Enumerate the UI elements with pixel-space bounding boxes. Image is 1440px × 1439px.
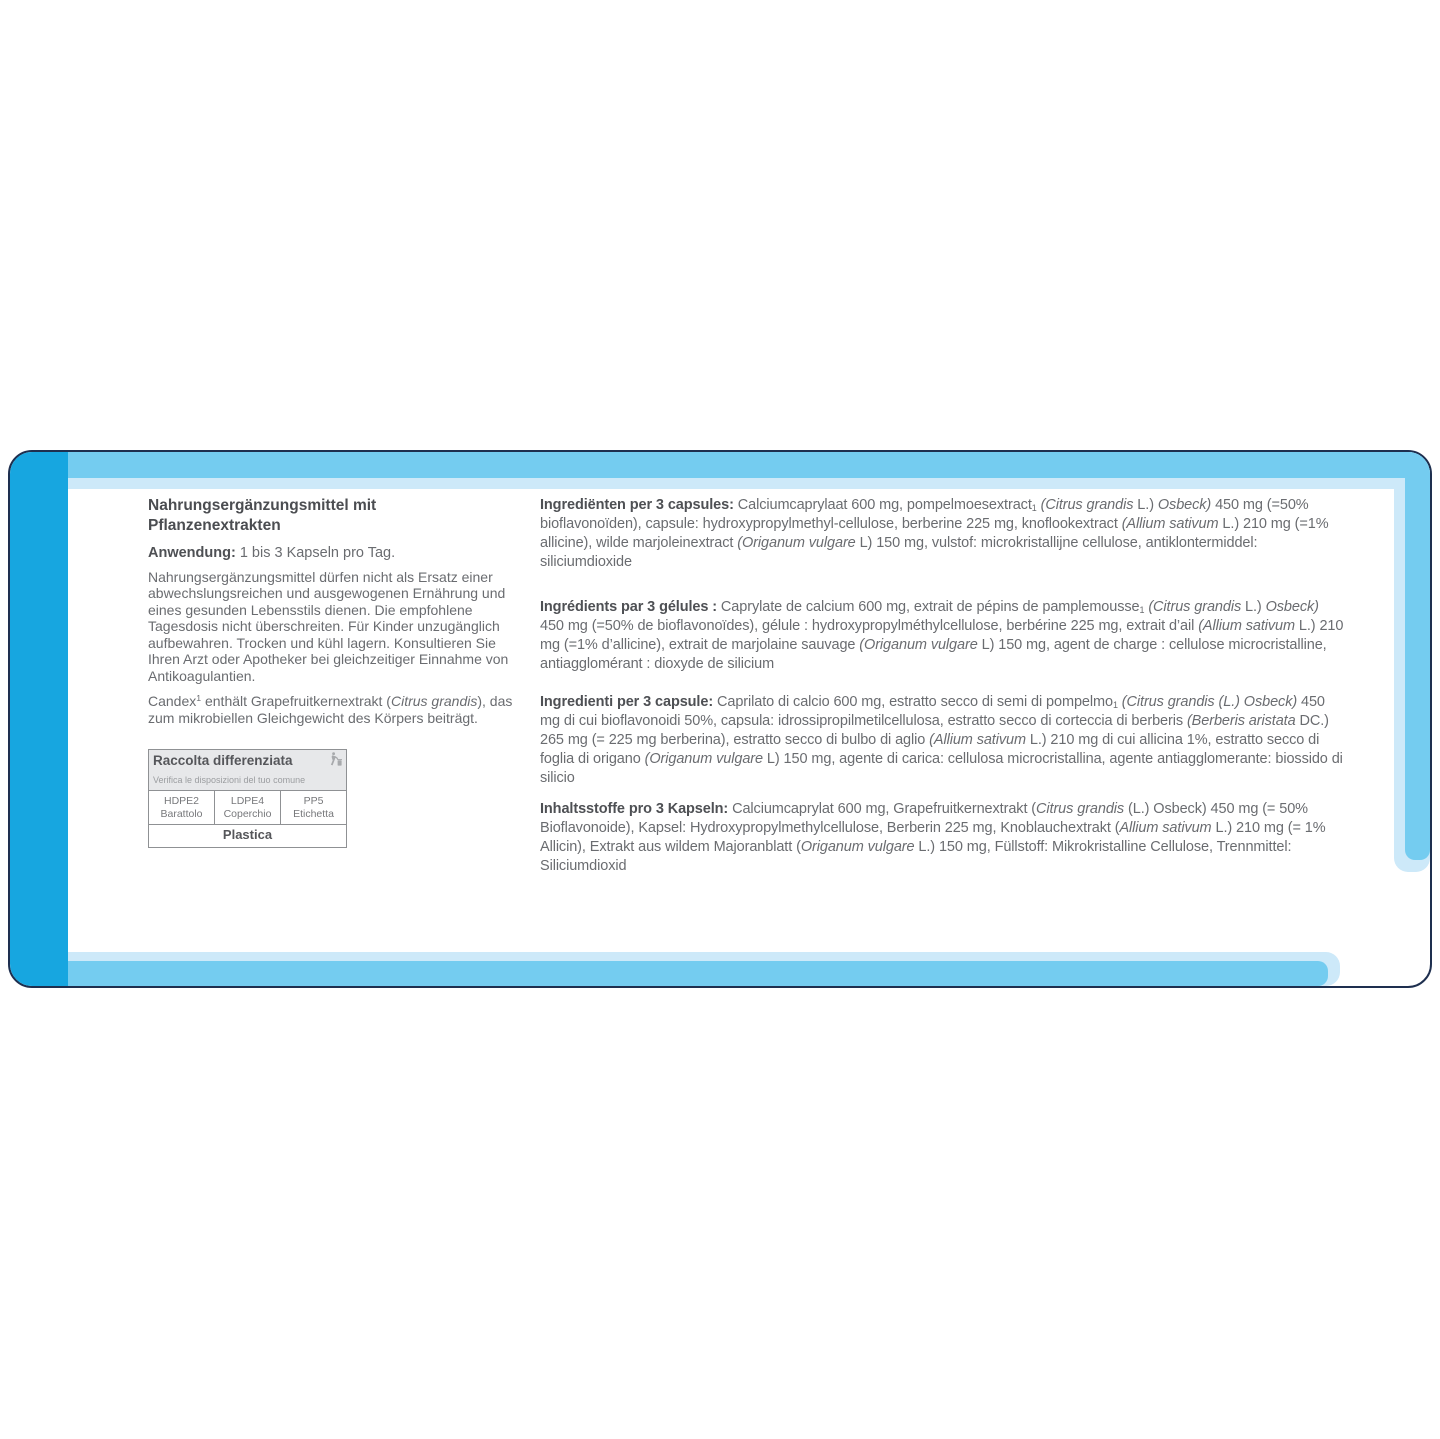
tidyman-icon [329,752,342,771]
usage-line: Anwendung: 1 bis 3 Kapseln pro Tag. [148,545,396,561]
bottom-band [68,961,1328,986]
storage-warning: Nahrungsergänzungsmittel dürfen nicht als Ersatz einer abwechslungsreichen und ausgewogenen Ernährung und eines gesunden Lebensstils dienen. Die empfohlene Tagesdosis nicht überschreiten. Für Kinder unzugänglich aufbewahren. Trocken und kühl lagern. Konsultieren Sie Ihren Arzt oder Apotheker bei gleichzeitiger Einnahme von Antikoagulantien. [148,568,509,684]
recycling-cell-lid: LDPE4 Coperchio [215,791,281,824]
recycling-table [148,749,347,848]
ingredients-paragraph-de: Inhaltsstoffe pro 3 Kapseln: Calciumcaprylat 600 mg, Grapefruitkernextrakt (Citrus grandis (L.) Osbeck) 450 mg (= 50% Bioflavonoide), Kapsel: Hydroxypropylmethylcellulose, Berberin 225 mg, Knoblauchextrakt (Allium sativum L.) 210 mg (= 1% Allicin), Extrakt aus wildem Majoranblatt (Origanum vulgare L.) 150 mg, Füllstoff: Mikrokristalline Cellulose, Trennmittel: Siliciumdioxid [540,801,1326,874]
recycling-materials-row [149,791,346,824]
candex-note: Candex$^1$ enthält Grapefruitkernextrakt (Citrus grandis), das zum mikrobiellen Gleichgewicht des Körpers beiträgt. [148,693,513,726]
recycling-subtitle: Verifica le disposizioni del tuo comune [153,774,306,785]
cyan-side-band [10,452,68,986]
product-heading: Nahrungsergänzungsmittel mit Pflanzenextrakten [148,497,377,534]
recycling-cell-label: PP5 Etichetta [293,795,334,820]
top-band [68,452,1430,478]
recycling-cell-jar: HDPE2 Barattolo [149,791,215,824]
ingredients-paragraph-it: Ingredienti per 3 capsule: Caprilato di calcio 600 mg, estratto secco di semi di pompelmo$_1$ (Citrus grandis (L.) Osbeck) 450 mg di cui bioflavonoidi 50%, capsula: idrossipropilmetilcellulosa, estratto secco di corteccia di berberis (Berberis aristata DC.) 265 mg (= 225 mg berberina), estratto secco di bulbo di aglio (Allium sativum L.) 210 mg di cui allicina 1%, estratto secco di foglia di origano (Origanum vulgare L) 150 mg, agente di carica: cellulosa microcristallina, agente antiagglomerante: biossido di silicio [540,694,1343,786]
label-panel [8,450,1432,988]
ingredients-paragraph-fr: Ingrédients par 3 gélules : Caprylate de calcium 600 mg, extrait de pépins de pamplemousse$_1$ (Citrus grandis L.) Osbeck) 450 mg (=50% de bioflavonoïdes), gélule : hydroxypropylméthylcellulose, berbérine 225 mg, extrait d’ail (Allium sativum L.) 210 mg (=1% d’allicine), extrait de marjolaine sauvage (Origanum vulgare L) 150 mg, agent de charge : cellulose microcristalline, antiagglomérant : dioxyde de silicium [540,599,1344,672]
recycling-title: Raccolta differenziata [153,753,293,768]
recycling-table-header [149,750,346,791]
recycling-footer: Plastica [149,824,346,847]
ingredients-paragraph-nl: Ingrediënten per 3 capsules: Calciumcaprylaat 600 mg, pompelmoesextract$_1$ (Citrus grandis L.) Osbeck) 450 mg (=50% bioflavonoïden), capsule: hydroxypropylmethyl-cellulose, berberine 225 mg, knoflookextract (Allium sativum L.) 210 mg (=1% allicine), wilde marjoleinextract (Origanum vulgare L) 150 mg, vulstof: microkristallijne cellulose, antiklontermiddel: siliciumdioxide [540,497,1329,570]
right-band [1405,452,1430,860]
left-column [148,496,526,848]
